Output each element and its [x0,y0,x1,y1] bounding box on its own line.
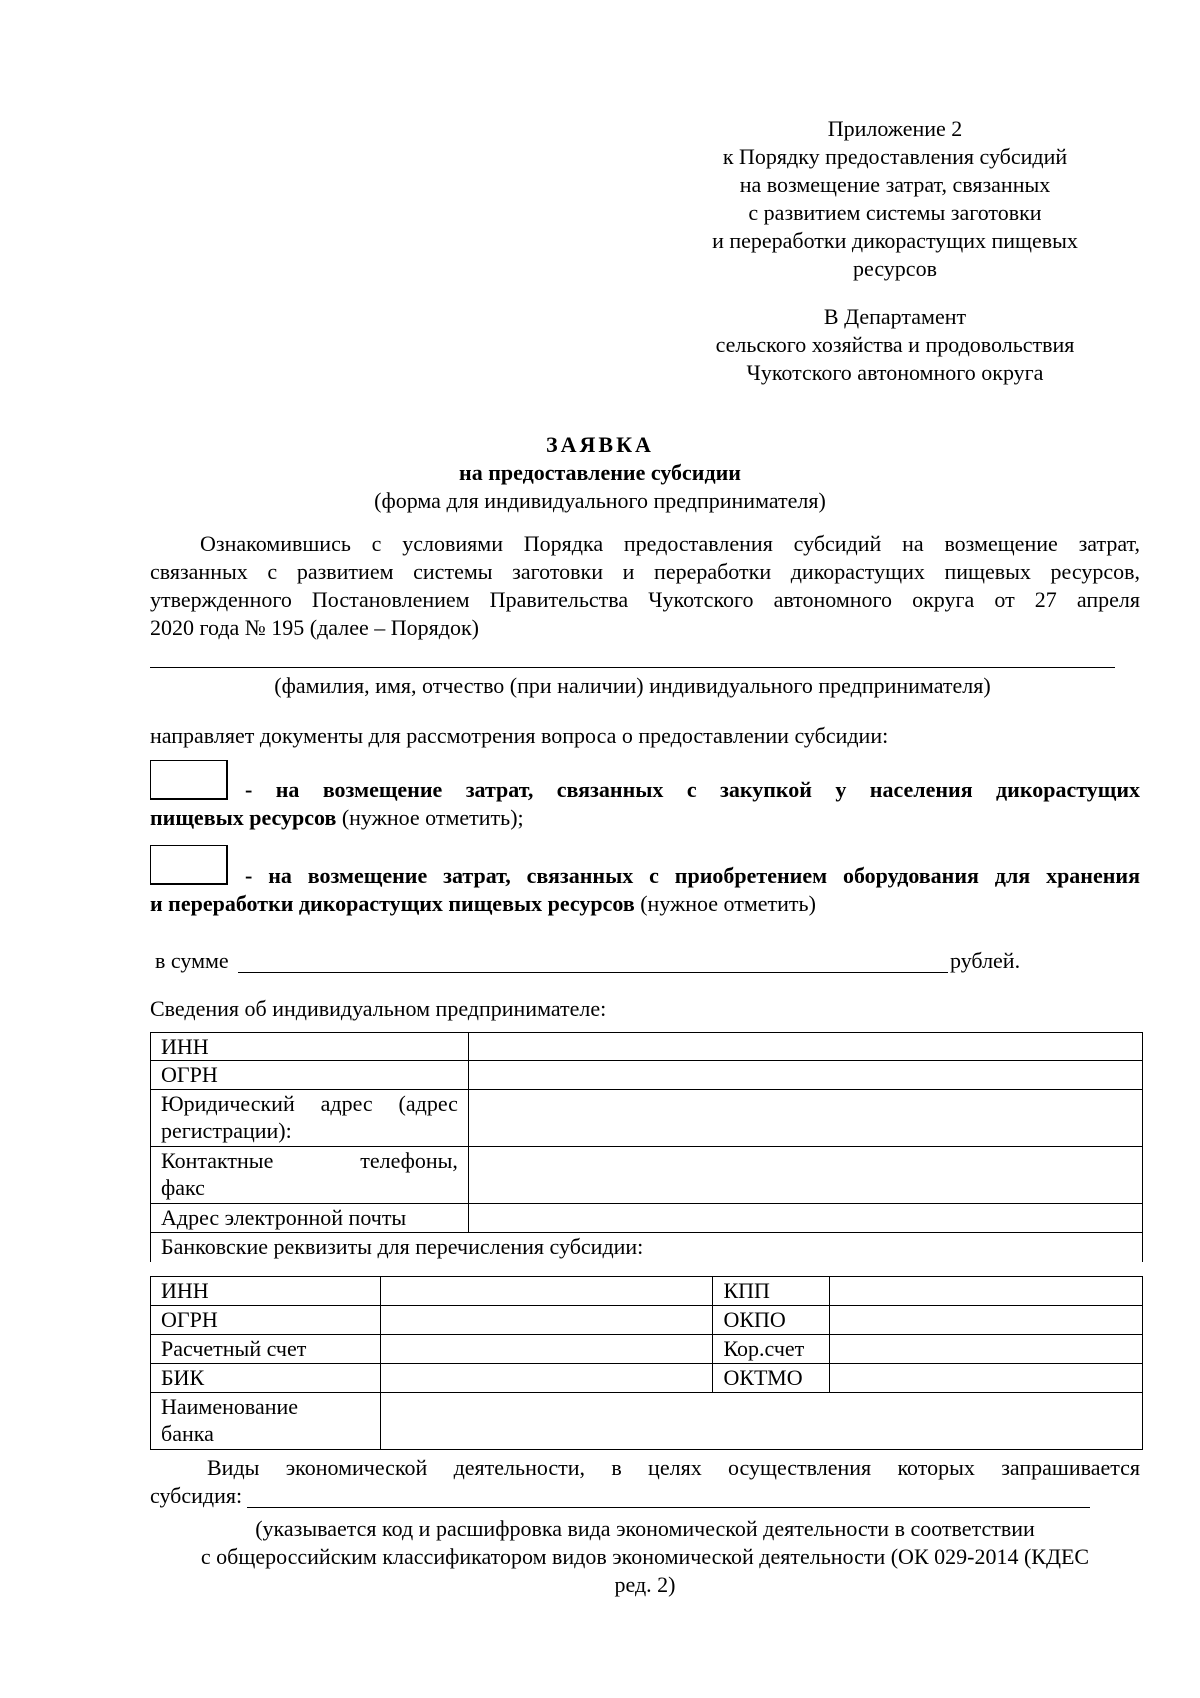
intro-line: утвержденного Постановлением Правительства Чукотского автономного округа от 27 апреля [150,587,1140,612]
ogrn-label: ОГРН [151,1061,469,1090]
okpo-value[interactable] [830,1306,1143,1335]
table-row [151,1147,1143,1204]
account-label: Расчетный счет [151,1335,381,1364]
option-1-line2: пищевых ресурсов [150,805,337,830]
document-title: ЗАЯВКА [546,432,654,457]
email-label: Адрес электронной почты [151,1204,469,1233]
ogrn-value-cell[interactable] [468,1061,1142,1090]
bank-ogrn-value[interactable] [380,1306,713,1335]
address-label-word: Юридический [161,1091,295,1116]
address-value-cell[interactable] [468,1090,1142,1147]
account-value[interactable] [380,1335,713,1364]
bik-value[interactable] [380,1364,713,1393]
applicant-name-line[interactable] [150,667,1115,668]
addressee-line: сельского хозяйства и продовольствия [715,332,1075,357]
amount-input-line[interactable] [238,972,948,973]
sends-documents-text: направляет документы для рассмотрения вопроса о предоставлении субсидии: [150,723,889,748]
email-value-cell[interactable] [468,1204,1142,1233]
table-row [151,1204,1143,1233]
address-label-word: адрес [320,1091,373,1116]
okpo-label: ОКПО [713,1306,830,1335]
activity-input-line[interactable] [247,1507,1090,1508]
activity-note-line: с общероссийским классификатором видов экономической деятельности (ОК 029-2014 (КДЕС [200,1544,1090,1569]
option-1-text [150,776,1140,832]
oktmo-value[interactable] [830,1364,1143,1393]
address-label-word: регистрации): [161,1118,292,1143]
option-1-line1: - на возмещение затрат, связанных с закупкой у населения дикорастущих [245,777,1140,802]
addressee-line: Чукотского автономного округа [746,360,1044,385]
table-row [151,1335,1143,1364]
activity-line2: субсидия: [150,1483,243,1508]
appendix-line: ресурсов [853,256,937,281]
table-row [151,1233,1143,1262]
phones-label-word: телефоны, [360,1148,458,1173]
bank-name-label-word: банка [161,1421,214,1446]
intro-line: связанных с развитием системы заготовки и переработки дикорастущих пищевых ресурсов, [150,559,1140,584]
appendix-header [690,115,1100,283]
option-2-text [150,862,1140,918]
table-row [151,1306,1143,1335]
info-heading: Сведения об индивидуальном предпринимателе: [150,996,607,1021]
table-row [151,1033,1143,1061]
bank-name-label [151,1393,381,1450]
corr-account-value[interactable] [830,1335,1143,1364]
amount-suffix: рублей. [950,948,1021,973]
inn-value-cell[interactable] [468,1033,1142,1061]
appendix-line: с развитием системы заготовки [748,200,1042,225]
activity-note-line: ред. 2) [614,1572,676,1597]
bank-name-label-word: Наименование [161,1394,299,1419]
table-row [151,1061,1143,1090]
table-row [151,1090,1143,1147]
bank-inn-label: ИНН [151,1277,381,1306]
address-label [151,1090,469,1147]
kpp-label: КПП [713,1277,830,1306]
option-2-line2: и переработки дикорастущих пищевых ресурсов [150,891,635,916]
bank-name-value[interactable] [380,1393,1142,1450]
inn-label: ИНН [151,1033,469,1061]
bik-label: БИК [151,1364,381,1393]
oktmo-label: ОКТМО [713,1364,830,1393]
amount-prefix: в сумме [155,948,229,973]
appendix-line: к Порядку предоставления субсидий [722,144,1068,169]
activity-note-line: (указывается код и расшифровка вида экономической деятельности в соответствии [255,1516,1035,1541]
option-2-note: (нужное отметить) [634,891,816,916]
kpp-value[interactable] [830,1277,1143,1306]
phones-label-word: Контактные [161,1148,274,1173]
intro-line: Ознакомившись с условиями Порядка предоставления субсидий на возмещение затрат, [200,531,1140,556]
bank-details-table [150,1276,1143,1450]
applicant-caption: (фамилия, имя, отчество (при наличии) индивидуального предпринимателя) [274,673,991,698]
addressee-line: В Департамент [823,304,967,329]
appendix-line: и переработки дикорастущих пищевых [712,228,1078,253]
table-row [151,1277,1143,1306]
applicant-info-table [150,1032,1143,1262]
bank-ogrn-label: ОГРН [151,1306,381,1335]
document-subtitle: на предоставление субсидии [459,460,741,485]
phones-label [151,1147,469,1204]
appendix-number: Приложение 2 [827,116,963,141]
activity-line1: Виды экономической деятельности, в целях осуществления которых запрашивается [207,1455,1140,1480]
option-1-note: (нужное отметить); [336,805,524,830]
table-row [151,1364,1143,1393]
bank-heading: Банковские реквизиты для перечисления субсидии: [151,1233,1143,1262]
bank-inn-value[interactable] [380,1277,713,1306]
form-type: (форма для индивидуального предпринимателя) [374,488,826,513]
intro-paragraph [150,530,1140,642]
addressee-block [690,303,1100,387]
intro-line: 2020 года № 195 (далее – Порядок) [150,615,479,640]
table-row [151,1393,1143,1450]
option-2-line1: - на возмещение затрат, связанных с приобретением оборудования для хранения [245,863,1140,888]
address-label-word: (адрес [398,1091,458,1116]
phones-value-cell[interactable] [468,1147,1142,1204]
phones-label-word: факс [161,1175,205,1200]
corr-account-label: Кор.счет [713,1335,830,1364]
appendix-line: на возмещение затрат, связанных [739,172,1051,197]
